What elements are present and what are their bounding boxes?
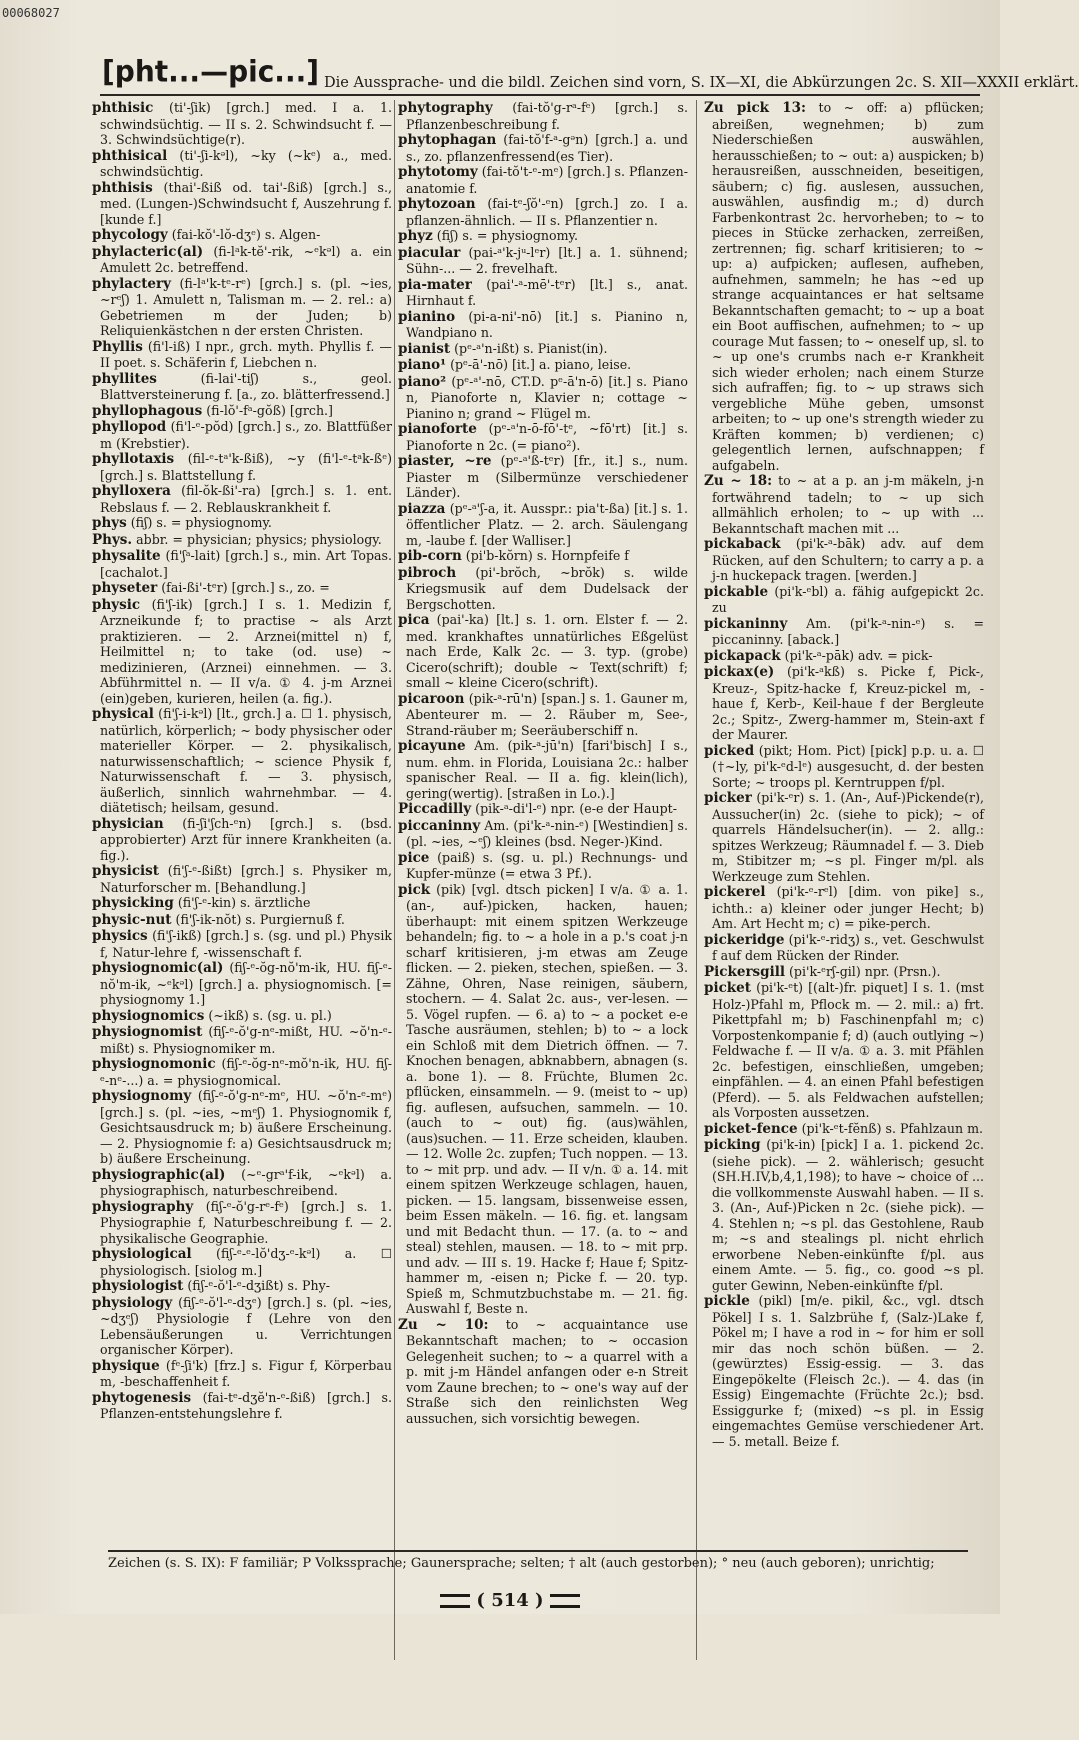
entry-headword: Zu pick 13: (704, 100, 806, 116)
entry-headword: phthisical (92, 147, 168, 164)
dictionary-entry (398, 850, 688, 882)
entry-headword: phyllotaxis (92, 451, 175, 467)
dictionary-entry (92, 706, 392, 816)
page-number-ornament-right (550, 1594, 580, 1608)
entry-headword: Zu ~ 18: (704, 473, 773, 489)
dictionary-entry (398, 548, 688, 565)
entry-definition: (fi'l-ᵉ-pŏd) [grch.] s., zo. Blattfüßer m (Krebstier). (100, 419, 392, 451)
entry-definition: (pi'k-ᵃkß) s. Picke f, Pick-, Kreuz-, Spitz-hacke f, Kreuz-pickel m, -haue f, Kerb-, Keil-haue f der Bergleute 2c.; Spitz-, Zwerg-hammer m, Stein-axt f der Maurer. (712, 664, 984, 742)
dictionary-entry (92, 928, 392, 960)
entry-headword: picket (704, 980, 751, 996)
entry-headword: phthisis (92, 179, 153, 196)
dictionary-entry (92, 148, 392, 180)
entry-definition: (fai-kŏ'-lŏ-dʒᵉ) s. Algen- (171, 227, 321, 242)
entry-headword: phytography (398, 100, 493, 116)
dictionary-entry (92, 100, 392, 148)
symbol-legend: Zeichen (s. S. IX): F familiär; P Volkssprache; Gaunersprache; selten; † alt (auch gestorben); ° neu (auch geboren); unrichtig; (108, 1550, 968, 1571)
dictionary-entry (92, 244, 392, 276)
entry-definition: (pi'k-in) [pick] I a. 1. pickend 2c. (siehe pick). — 2. wählerisch; gesucht (SH.H.IV,b,4,1,198); to have ~ choice of ... die vollkommenste Auswahl haben. — II s. 3. (An-, Auf-)Picken n 2c. (siehe pick). — 4. Stehlen n; ~s pl. das Gestohlene, Raub m; ~s and stealings pl. nicht ehrlich erworbene Neben-einkünfte f/pl. aus einem Amte. — 5. fig., co. good ~s pl. guter Gewinn, Neben-einkünfte f/pl. (712, 1137, 984, 1293)
entry-definition: (fi-lŏ'-fᵃ-gŏß) [grch.] (206, 402, 333, 418)
entry-definition: (pi'k-ᵉ-rᵉl) [dim. von pike] s., ichth.: a) kleiner oder junger Hecht; b) Am. Art Hecht m; c) = pike-perch. (712, 884, 984, 931)
entry-headword: phyllophagous (92, 402, 203, 419)
dictionary-entry (398, 453, 688, 501)
column-3 (704, 100, 984, 1740)
dictionary-entry (92, 597, 392, 707)
dictionary-entry (398, 228, 688, 245)
entry-headword: physic-nut (92, 911, 172, 928)
dictionary-entry (398, 277, 688, 309)
entry-definition: (pai'-ka) [lt.] s. 1. orn. Elster f. — 2. med. krankhaftes unnatürliches Eßgelüst nach Erde, Kalk 2c. — 3. typ. (grobe) Cicero(schrift); double ~ Text(schrift) f; small ~ kleine Cicero(schrift). (406, 612, 688, 690)
dictionary-entry (92, 419, 392, 451)
entry-definition: (pi'k-ᵉr) s. 1. (An-, Auf-)Pickende(r), Aussucher(in) 2c. (siehe to pick); ~ of quarrels Händelsucher(in). — 2. allg.: spitzes Werkzeug; Räumnadel f. — 3. Dieb m, Stibitzer m; ~s pl. Finger m/pl. als Werkzeuge zum Stehlen. (712, 790, 984, 884)
dictionary-entry (92, 1088, 392, 1167)
entry-headword: phyz (398, 228, 433, 244)
entry-definition: (pᵉ-ᵃ'ʃ-a, it. Ausspr.: pia't-ßa) [it.] s. 1. öffentlicher Platz. — 2. arch. Säulengang m, -laube f. [der Walliser.] (406, 500, 688, 548)
entry-headword: pickaninny (704, 615, 788, 632)
entry-definition: Am. (pik-ᵃ-jū'n) [fari'bisch] I s., num. ehm. in Florida, Louisiana 2c.: halber spanischer Real. — II a. fig. klein(lich), gering(wertig). [straßen in Lo.).] (406, 738, 688, 801)
dictionary-entry (704, 884, 984, 932)
dictionary-entry (704, 790, 984, 884)
entry-headword: physeter (92, 580, 158, 596)
dictionary-entry (398, 801, 688, 818)
entry-definition: (pi-a-ni'-nō) [it.] s. Pianino n, Wandpiano n. (406, 308, 688, 340)
dictionary-entry (92, 1278, 392, 1295)
entry-headword: pib-corn (398, 548, 462, 564)
entry-headword: phycology (92, 227, 168, 243)
entry-definition: (~ikß) s. (sg. u. pl.) (208, 1007, 332, 1023)
entry-headword: picayune (398, 738, 466, 754)
entry-headword: picker (704, 790, 752, 806)
dictionary-entry (92, 1024, 392, 1056)
entry-headword: physiognomy (92, 1088, 192, 1104)
entry-definition: (fi'ʃ-ik) [grch.] I s. 1. Medizin f, Arzneikunde f; to practise ~ als Arzt praktizieren. — 2. Arznei(mittel n) f, Heilmittel n; to take (od. use) ~ medizinieren, (Arznei) einnehmen. — 3. Abführmittel n. — II v/a. ① 4. j-m Arznei (ein)geben, kurieren, heilen (a. fig.). (100, 596, 393, 706)
entry-headword: physiology (92, 1294, 173, 1311)
dictionary-entry (398, 100, 688, 132)
column-divider (696, 100, 697, 1660)
entry-definition: (pi'k-ᵉt) [(alt-)fr. piquet] I s. 1. (mst Holz-)Pfahl m, Pflock m. — 2. mil.: a) frt. Pikettpfahl m; b) Faschinenpfahl m; c) Vorpostenkompanie f; d) (auch outlying ~) Feldwache f. — II v/a. ① a. 3. mit Pfählen 2c. befestigen, einschließen, umgeben; einpfählen. — 4. an einen Pfahl befestigen (Pferd). — 5. als Feldwachen aufstellen; als Vorposten aussetzen. (712, 980, 984, 1120)
entry-definition: (pik-ᵃ-rū'n) [span.] s. 1. Gauner m, Abenteurer m. — 2. Räuber m, See-, Strand-räuber m; Seeräuberschiff n. (406, 690, 688, 738)
entry-headword: physical (92, 706, 154, 722)
entry-headword: pickle (704, 1293, 750, 1309)
dictionary-entry (92, 483, 392, 515)
entry-headword: phylacteric(al) (92, 243, 204, 260)
dictionary-entry (92, 1390, 392, 1422)
entry-definition: (fai-ßi'-tᵉr) [grch.] s., zo. = (161, 580, 330, 595)
entry-definition: (fiʃ-ᵉ-ŏg-nŏ'm-ik, HU. fiʃ-ᵉ-nŏ'm-ik, ~ᵉkᵊl) [grch.] a. physiognomisch. [= physiognomy 1.] (100, 960, 392, 1007)
column-divider (394, 100, 395, 1660)
entry-headword: physiological (92, 1246, 192, 1262)
dictionary-entry (704, 664, 984, 743)
entry-definition: (fil-ŏk-ßi'-ra) [grch.] s. 1. ent. Rebslaus f. — 2. Reblauskrankheit f. (100, 483, 392, 515)
dictionary-entry (398, 565, 688, 613)
entry-headword: phytogenesis (92, 1389, 192, 1406)
entry-definition: (pi'k-ᵉbl) a. fähig aufgepickt 2c. zu (712, 583, 984, 615)
entry-definition: (ti'-ʃi-kᵊl), ~ky (~kᵉ) a., med. schwindsüchtig. (100, 147, 392, 179)
entry-headword: physician (92, 815, 164, 832)
dictionary-entry (92, 276, 392, 339)
entry-headword: physic (92, 596, 141, 613)
dictionary-entry (92, 339, 392, 371)
dictionary-entry (398, 612, 688, 691)
dictionary-entry (704, 100, 984, 473)
entry-definition: (pᵉ-ᵃ'-nō, CT.D. pᵉ-ā'n-ō) [it.] s. Piano n, Pianoforte n, Klavier n; cottage ~ Pianino n; grand ~ Flügel m. (406, 373, 688, 421)
entry-headword: phytophagan (398, 132, 497, 148)
entry-definition: (fai-tŏ'f-ᵃ-gᵊn) [grch.] a. und s., zo. pflanzenfressend(es Tier). (406, 132, 688, 164)
entry-definition: (fai-tŏ'g-rᵃ-fᵉ) [grch.] s. Pflanzenbeschreibung f. (406, 100, 688, 132)
entry-definition: (pᵉ-ᵃ'n-ißt) s. Pianist(in). (454, 340, 608, 356)
entry-headword: physiognomic(al) (92, 960, 224, 976)
page-number-value: 514 (491, 1590, 529, 1611)
entry-definition: (fiʃ) s. = physiognomy. (130, 515, 272, 530)
dictionary-entry (704, 980, 984, 1121)
dictionary-entry (704, 743, 984, 791)
entry-definition: (fiʃ-ᵉ-ᵉ-lŏ'dʒ-ᵉ-kᵊl) a. ☐ physiologisch. [siolog m.] (100, 1246, 392, 1278)
entry-headword: phytozoan (398, 196, 476, 212)
entry-definition: (fiʃ-ᵉ-ŏ'g-nᵉ-mißt, HU. ~ŏ'n-ᵉ-mißt) s. Physiognomiker m. (100, 1024, 392, 1056)
dictionary-entry (92, 580, 392, 597)
entry-headword: physalite (92, 548, 161, 564)
dictionary-entry (92, 227, 392, 244)
entry-definition: (pi'k-ᵉrʃ-gil) npr. (Prsn.). (789, 963, 941, 979)
dictionary-entry (398, 341, 688, 358)
dictionary-entry (704, 1121, 984, 1138)
entry-definition: (fiʃ-ᵉ-ŏ'g-rᵉ-fᵉ) [grch.] s. 1. Physiographie f, Naturbeschreibung f. — 2. physikalische Geographie. (100, 1198, 392, 1246)
entry-definition: (fᵉ-ʃi'k) [frz.] s. Figur f, Körperbau m, -beschaffenheit f. (100, 1357, 392, 1389)
dictionary-entry (398, 882, 688, 1317)
dictionary-entry (92, 371, 392, 403)
dictionary-entry (92, 1358, 392, 1390)
dictionary-entry (92, 895, 392, 912)
entry-headword: piacular (398, 244, 461, 261)
dictionary-entry (704, 584, 984, 616)
entry-headword: pickable (704, 583, 769, 600)
entry-headword: pick (398, 881, 431, 898)
entry-headword: piaster, ~re (398, 453, 492, 469)
dictionary-entry (398, 738, 688, 801)
header-rule (100, 94, 980, 96)
entry-headword: piano² (398, 373, 447, 390)
entry-definition: (fiʃ-ᵉ-ŏg-nᵉ-mŏ'n-ik, HU. fiʃ-ᵉ-nᵉ-...) a. = physiognomical. (100, 1056, 392, 1088)
entry-definition: (fai-tŏ't-ᵉ-mᵉ) [grch.] s. Pflanzen-anatomie f. (406, 164, 688, 196)
entry-headword: physiognomonic (92, 1056, 216, 1072)
entry-definition: (pi'-brŏch, ~brŏk) s. wilde Kriegsmusik auf dem Dudelsack der Bergschotten. (406, 564, 688, 612)
entry-definition: abbr. = physician; physics; physiology. (136, 531, 382, 547)
entry-headword: phylactery (92, 275, 171, 292)
column-2 (398, 100, 688, 1740)
entry-definition: (pi'k-ᵉ-ridʒ) s., vet. Geschwulst f auf dem Rücken der Rinder. (712, 931, 984, 963)
dictionary-entry (92, 863, 392, 895)
entry-headword: picked (704, 742, 755, 759)
entry-headword: pica (398, 612, 430, 628)
entry-headword: phyllopod (92, 419, 167, 435)
entry-definition: to ~ acquaintance use Bekanntschaft machen; to ~ occasion Gelegenheit suchen; to ~ a quarrel with a p. mit j-m Händel anfangen oder e-n Streit vom Zaune brechen; to ~ one's way auf der Straße sich den reinlichsten Weg aussuchen, sich vorsichtig bewegen. (406, 1316, 688, 1426)
entry-headword: pickaback (704, 536, 781, 552)
entry-definition: (fi-lᵃk-tĕ'-rik, ~ᵉkᵊl) a. ein Amulett 2c. betreffend. (100, 243, 392, 275)
entry-definition: (fiʃ-ᵉ-ŏ'l-ᵉ-dʒᵉ) [grch.] s. (pl. ~ies, ~dʒᵉʃ) Physiologie f (Lehre von den Lebensäußerungen u. Verrichtungen organischer Körper). (100, 1294, 392, 1357)
entry-headword: pice (398, 849, 430, 866)
guide-words: [pht...—pic...] (102, 54, 320, 89)
entry-definition: (fi'ʃ-ikß) [grch.] s. (sg. und pl.) Physik f, Natur-lehre f, -wissenschaft f. (100, 928, 392, 960)
entry-headword: physiologist (92, 1278, 184, 1294)
entry-definition: (thai'-ßiß od. tai'-ßiß) [grch.] s., med. (Lungen-)Schwindsucht f, Auszehrung f. [kunde f.] (100, 179, 392, 227)
entry-definition: to ~ at a p. an j-m mäkeln, j-n fortwährend tadeln; to ~ up sich allmählich erholen; to ~ up with ... Bekanntschaft machen mit ... (712, 473, 984, 536)
entry-headword: phyllites (92, 370, 157, 387)
entry-headword: Phyllis (92, 338, 143, 355)
dictionary-entry (704, 648, 984, 665)
entry-definition: (fi-ʃi'ʃch-ᵉn) [grch.] s. (bsd. approbierter) Arzt für innere Krankheiten (a. fig.). (100, 815, 392, 863)
entry-headword: piccaninny (398, 817, 481, 834)
dictionary-entry (92, 515, 392, 532)
entry-definition: (fi'l-iß) I npr., grch. myth. Phyllis f. — II poet. s. Schäferin f, Liebchen n. (100, 338, 392, 370)
entry-headword: pia-mater (398, 276, 472, 293)
entry-headword: Pickersgill (704, 963, 785, 980)
dictionary-entry (398, 818, 688, 850)
entry-headword: pickerel (704, 884, 766, 900)
dictionary-entry (92, 1199, 392, 1247)
dictionary-entry (398, 245, 688, 277)
entry-definition: (fiʃ-ᵉ-ŏ'g-nᵉ-mᵉ, HU. ~ŏ'n-ᵉ-mᵉ) [grch.] s. (pl. ~ies, ~mᵉʃ) 1. Physiognomik f, Gesichtsausdruck m; b) äußere Erscheinung. — 2. Physiognomie f: a) Gesichtsausdruck m; b) äußere Erscheinung. (100, 1088, 392, 1166)
entry-headword: pickeridge (704, 931, 785, 948)
entry-definition: to ~ off: a) pflücken; abreißen, wegnehmen; b) zum Niederschießen auswählen, herausschießen; to ~ out: a) auspicken; b) herausreißen, ausschneiden, beseitigen, säubern; c) fig. auslesen, aussuchen, auswählen, ausfindig m.; d) durch Farbenkontrast 2c. hervorheben; to ~ to pieces in Stücke zerhacken, zerreißen, zertrennen; fig. scharf kritisieren; to ~ up: a) aufpicken; auflesen, aufheben, aufnehmen, sammeln; he has ~ed up strange acquaintances er hat seltsame Bekanntschaften gemacht; to ~ up a boat ein Boot auffischen, aufnehmen; to ~ up courage Mut fassen; to ~ oneself up, sl. to ~ up one's crumbs nach e-r Krankheit sich wieder erholen; nach einem Sturze sich aufraffen; fig. to ~ up straws sich vergebliche Mühe geben, umsonst arbeiten; to ~ up one's strength wieder zu Kräften kommen; b) verdienen; c) gelegentlich lernen, aufschnappen; f aufgabeln. (712, 100, 984, 473)
entry-headword: Phys. (92, 531, 133, 548)
dictionary-entry (92, 1008, 392, 1025)
dictionary-entry (398, 309, 688, 341)
entry-definition: (fi'ʃ-ᵉ-ßißt) [grch.] s. Physiker m, Naturforscher m. [Behandlung.] (100, 863, 392, 895)
dictionary-entry (92, 532, 392, 549)
entry-headword: physiognomics (92, 1007, 205, 1024)
dictionary-entry (398, 691, 688, 739)
entry-headword: piazza (398, 500, 446, 517)
dictionary-entry (398, 132, 688, 164)
dictionary-entry (398, 421, 688, 453)
dictionary-entry (398, 357, 688, 374)
dictionary-entry (398, 501, 688, 549)
entry-definition: (fi-lai'-tiʃ) s., geol. Blattversteinerung f. [a., zo. blätterfressend.] (100, 370, 392, 402)
entry-headword: physiognomist (92, 1024, 203, 1040)
entry-headword: Piccadilly (398, 801, 472, 817)
dictionary-entry (704, 536, 984, 584)
entry-definition: (pik) [vgl. dtsch picken] I v/a. ① a. 1. (an-, auf-)picken, hacken, hauen; überhaupt: mit einem spitzen Werkzeuge behandeln; fig. to ~ a hole in a p.'s coat j-n scharf kritisieren, j-m etwas am Zeuge flicken. — 2. pieken, stechen, spießen. — 3. Zähne, Ohren, Nase reinigen, säubern, stochern. — 4. Salat 2c. aus-, ver-lesen. — 5. Vögel rupfen. — 6. a) to ~ a pocket e-e Tasche ausräumen, stehlen; b) to ~ a lock ein Schloß mit dem Dietrich öffnen. — 7. Knochen benagen, abknabbern, abnagen (s. a. bone 1). — 8. Früchte, Blumen 2c. pflücken, einsammeln. — 9. (meist to ~ up) fig. auflesen, aufsuchen, sammeln. — 10. (auch to ~ out) fig. (aus)wählen, (aus)suchen. — 11. Erze scheiden, klauben. — 12. Wolle 2c. zupfen; Tuch noppen. — 13. to ~ mit prp. und adv. — II v/n. ① a. 14. mit einem spitzen Werkzeuge schlagen, hauen, picken. — 15. langsam, bissenweise essen, beim Essen mäkeln. — 16. fig. et. langsam und mit Bedacht thun. — 17. (a. to ~ and steal) stehlen, mausen. — 18. to ~ mit prp. und adv. — III s. 19. Hacke f; Haue f; Spitz-hammer m, -eisen n; Picke f. — 20. typ. Spieß m, Schmutzbuchstabe m. — 21. fig. Auswahl f, Beste n. (406, 881, 688, 1316)
entry-definition: (fi-lᵃ'k-tᵉ-rᵉ) [grch.] s. (pl. ~ies, ~rᵉʃ) 1. Amulett n, Talisman m. — 2. rel.: a) Gebetriemen m der Juden; b) Reliquienkästchen n der ersten Christen. (100, 275, 392, 338)
scan-id: 00068027 (2, 6, 60, 20)
entry-headword: physique (92, 1357, 160, 1374)
dictionary-entry (398, 374, 688, 422)
dictionary-entry (704, 1137, 984, 1293)
entry-definition: (fiʃ-ᵉ-ŏ'l-ᵉ-dʒißt) s. Phy- (187, 1278, 330, 1293)
dictionary-entry (92, 180, 392, 228)
dictionary-entry (92, 960, 392, 1008)
entry-definition: (pᵉ-ᵃ'n-ō-fō'-tᵉ, ~fō'rt) [it.] s. Pianoforte n 2c. (= piano²). (406, 421, 688, 453)
page-header (102, 54, 1079, 95)
dictionary-entry (92, 548, 392, 580)
entry-headword: physicking (92, 895, 174, 911)
entry-headword: picket-fence (704, 1120, 798, 1137)
dictionary-entry (92, 912, 392, 929)
entry-headword: physicist (92, 863, 160, 879)
entry-definition: (pikl) [m/e. pikil, &c., vgl. dtsch Pökel] I s. 1. Salzbrühe f, (Salz-)Lake f, Pökel m; I have a rod in ~ for him er soll mir das noch schön büßen. — 2. (gewürztes) Essig-essig. — 3. das Eingepökelte (Fleisch 2c.). — 4. das (in Essig) Eingemachte (Früchte 2c.); bsd. Essiggurke f; (mixed) ~s pl. in Essig eingemachtes Gemüse verschiedener Art. — 5. metall. Beize f. (712, 1293, 984, 1449)
entry-definition: (~ᵉ-grᵃ'f-ik, ~ᵉkᵊl) a. physiographisch, naturbeschreibend. (100, 1166, 392, 1198)
entry-headword: piano¹ (398, 357, 447, 373)
page-number-ornament-left (440, 1594, 470, 1608)
entry-definition: (fi'ʃ-i-kᵊl) [lt., grch.] a. ☐ 1. physisch, natürlich, körperlich; ~ body physischer oder materieller Körper. — 2. physikalisch, naturwissenschaftlich; ~ science Physik f, Naturwissenschaft f. — 3. physisch, äußerlich, sinnlich wahrnehmbar. — 4. diätetisch; heilsam, gesund. (100, 706, 392, 815)
dictionary-entry (704, 932, 984, 964)
entry-headword: pianino (398, 308, 456, 325)
entry-headword: phytotomy (398, 164, 478, 180)
entry-definition: (pi'k-ᵃ-bāk) adv. auf dem Rücken, auf den Schultern; to carry a p. a j-n huckepack tragen. [werden.] (712, 536, 984, 583)
entry-headword: Zu ~ 10: (398, 1316, 489, 1333)
dictionary-entry (92, 1167, 392, 1199)
entry-definition: (fiʃ) s. = physiognomy. (436, 228, 578, 243)
dictionary-entry (398, 164, 688, 196)
dictionary-entry (92, 816, 392, 864)
entry-definition: (pᵉ-ā'-nō) [it.] a. piano, leise. (450, 357, 632, 372)
entry-headword: phthisic (92, 100, 154, 116)
dictionary-entry (398, 196, 688, 228)
column-1 (92, 100, 392, 1740)
dictionary-entry (92, 1295, 392, 1358)
page-number: ( 514 ) (410, 1590, 610, 1611)
dictionary-entry (704, 1293, 984, 1449)
entry-headword: pibroch (398, 564, 457, 581)
entry-headword: pianist (398, 340, 451, 357)
entry-headword: pianoforte (398, 421, 477, 437)
entry-headword: picking (704, 1137, 761, 1153)
entry-definition: (pi'k-ᵉt-fĕnß) s. Pfahlzaun m. (801, 1120, 984, 1136)
entry-definition: Am. (pi'k-ᵃ-nin-ᵉ) s. = piccaninny. [aback.] (712, 615, 984, 647)
entry-definition: (pai-ᵃ'k-jᵘ-lᵉr) [lt.] a. 1. sühnend; Sühn-... — 2. frevelhaft. (406, 244, 688, 276)
entry-definition: (fil-ᵉ-tᵃ'k-ßiß), ~y (fi'l-ᵉ-tᵃk-ßᵉ) [grch.] s. Blattstellung f. (100, 451, 392, 483)
entry-definition: (paiß) s. (sg. u. pl.) Rechnungs- und Kupfer-münze (= etwa 3 Pf.). (406, 849, 688, 881)
entry-definition: (fi'ʃ-ᵉ-kin) s. ärztliche (177, 895, 311, 910)
dictionary-entry (398, 1317, 688, 1427)
entry-definition: (fi'ʃ-ik-nŏt) s. Purgiernuß f. (175, 911, 345, 927)
dictionary-entry (92, 1056, 392, 1088)
entry-definition: (pik-ᵃ-di'l-ᵉ) npr. (e-e der Haupt- (475, 801, 677, 816)
entry-definition: (pi'k-ᵃ-pāk) adv. = pick- (784, 647, 933, 663)
entry-definition: (fai-tᵉ-dʒĕ'n-ᵉ-ßiß) [grch.] s. Pflanzen-entstehungslehre f. (100, 1389, 392, 1421)
entry-definition: Am. (pi'k-ᵃ-nin-ᵉ) [Westindien] s. (pl. ~ies, ~ᵉʃ) kleines (bsd. Neger-)Kind. (406, 817, 688, 849)
entry-headword: physiography (92, 1198, 194, 1215)
entry-definition: (fi'ʃᵃ-lait) [grch.] s., min. Art Topas. [cachalot.] (100, 548, 392, 580)
entry-headword: pickapack (704, 647, 781, 664)
entry-headword: phys (92, 515, 127, 531)
header-note: Die Aussprache- und die bildl. Zeichen sind vorn, S. IX—XI, die Abkürzungen 2c. S. XII—XXXII erklärt. (324, 75, 1079, 91)
entry-definition: (fai-tᵉ-ʃŏ'-ᵉn) [grch.] zo. I a. pflanzen-ähnlich. — II s. Pflanzentier n. (406, 196, 688, 228)
dictionary-entry (92, 403, 392, 420)
dictionary-entry (704, 473, 984, 536)
entry-headword: pickax(e) (704, 664, 775, 680)
entry-definition: (pᵉ-ᵃ'ß-tᵉr) [fr., it.] s., num. Piaster m (Silbermünze verschiedener Länder). (406, 453, 688, 500)
entry-headword: phylloxera (92, 483, 171, 499)
entry-headword: physiographic(al) (92, 1166, 226, 1183)
entry-definition: (pikt; Hom. Pict) [pick] p.p. u. a. ☐ (†~ly, pi'k-ᵉd-lᵉ) ausgesucht, d. der besten Sorte; ~ troops pl. Kerntruppen f/pl. (712, 742, 984, 790)
entry-headword: picaroon (398, 690, 465, 707)
dictionary-entry (92, 451, 392, 483)
dictionary-entry (92, 1246, 392, 1278)
dictionary-entry (704, 964, 984, 981)
entry-definition: (ti'-ʃik) [grch.] med. I a. 1. schwindsüchtig. — II s. 2. Schwindsucht f. — 3. Schwindsüchtige(r). (100, 100, 393, 147)
entry-definition: (pai'-ᵃ-mē'-tᵉr) [lt.] s., anat. Hirnhaut f. (406, 276, 688, 308)
dictionary-entry (704, 616, 984, 648)
entry-headword: physics (92, 928, 148, 944)
entry-definition: (pi'b-kŏrn) s. Hornpfeife f (465, 548, 629, 563)
